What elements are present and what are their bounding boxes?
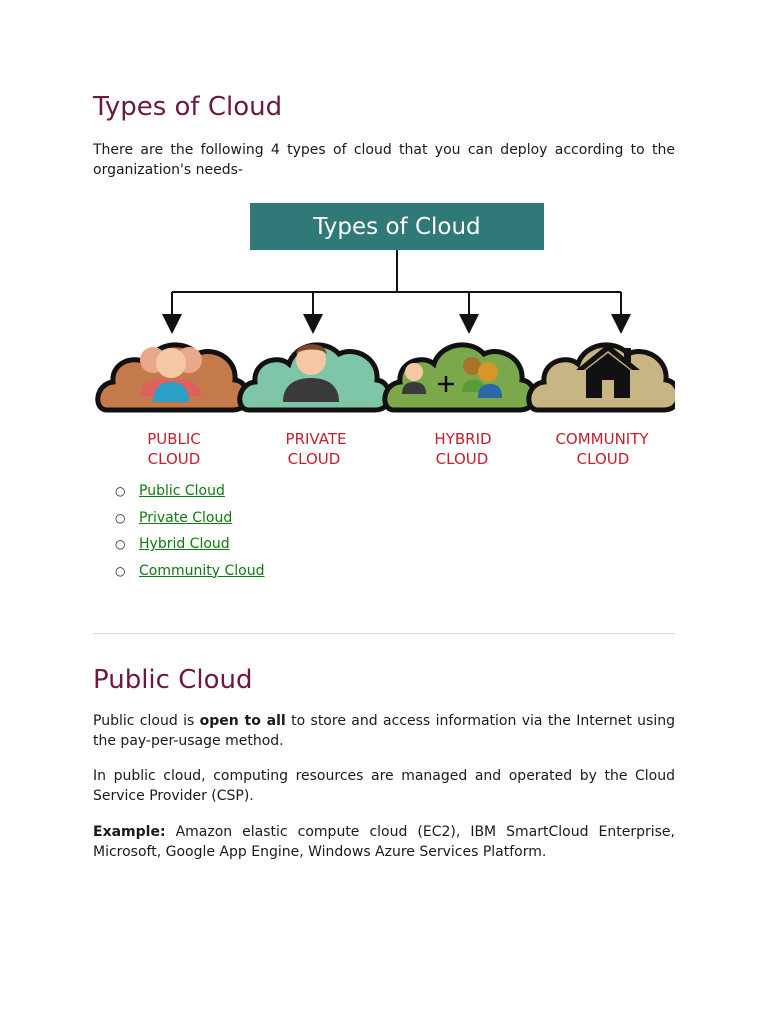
community-cloud-label-1: COMMUNITY [555, 430, 649, 448]
public-cloud-paragraph-2: In public cloud, computing resources are managed and operated by the Cloud Service Provider (CSP). [93, 768, 675, 804]
hybrid-cloud-shape [385, 345, 535, 410]
public-cloud-heading: Public Cloud [93, 665, 253, 695]
community-cloud-shape [529, 344, 675, 410]
circle-bullet-icon: ○ [115, 510, 126, 525]
example-text: Amazon elastic compute cloud (EC2), IBM SmartCloud Enterprise, Microsoft, Google App Engine, Windows Azure Services Platform. [93, 824, 675, 860]
circle-bullet-icon: ○ [115, 484, 126, 498]
list-item [93, 531, 264, 558]
types-of-cloud-diagram [93, 196, 675, 471]
public-cloud-paragraph-1 [93, 711, 675, 751]
public-cloud-label-2: CLOUD [147, 450, 201, 468]
private-cloud-link[interactable]: Private Cloud [139, 509, 233, 526]
list-item [93, 478, 264, 505]
intro-paragraph: There are the following 4 types of cloud that you can deploy according to the organization's needs- [93, 142, 675, 178]
circle-bullet-icon: ○ [115, 563, 126, 578]
private-cloud-label-2: CLOUD [287, 450, 341, 468]
hybrid-cloud-link[interactable]: Hybrid Cloud [139, 536, 230, 552]
public-cloud-link[interactable]: Public Cloud [139, 483, 225, 499]
cloud-types-list [93, 478, 264, 584]
private-cloud-label-1: PRIVATE [285, 430, 347, 448]
private-cloud-shape [240, 344, 390, 410]
hybrid-cloud-label-2: CLOUD [435, 450, 489, 468]
p1-text-start: Public cloud is [93, 713, 200, 729]
diagram-header-text: Types of Cloud [313, 214, 481, 240]
page-title: Types of Cloud [93, 92, 283, 122]
p1-bold-text: open to all [199, 713, 286, 729]
section-divider [93, 633, 675, 634]
community-cloud-label-2: CLOUD [576, 450, 630, 468]
list-item [93, 505, 264, 532]
circle-bullet-icon: ○ [115, 537, 126, 551]
public-cloud-label-1: PUBLIC [147, 430, 201, 448]
diagram-connectors [172, 250, 621, 324]
hybrid-cloud-label-1: HYBRID [434, 430, 492, 448]
example-label: Example: [93, 824, 166, 840]
community-cloud-link[interactable]: Community Cloud [139, 562, 265, 579]
list-item [93, 558, 264, 585]
public-cloud-shape [98, 345, 248, 410]
public-cloud-paragraph-3 [93, 822, 675, 862]
p1-text-end: to store and access information via the Internet using the pay-per-usage method. [93, 713, 675, 749]
